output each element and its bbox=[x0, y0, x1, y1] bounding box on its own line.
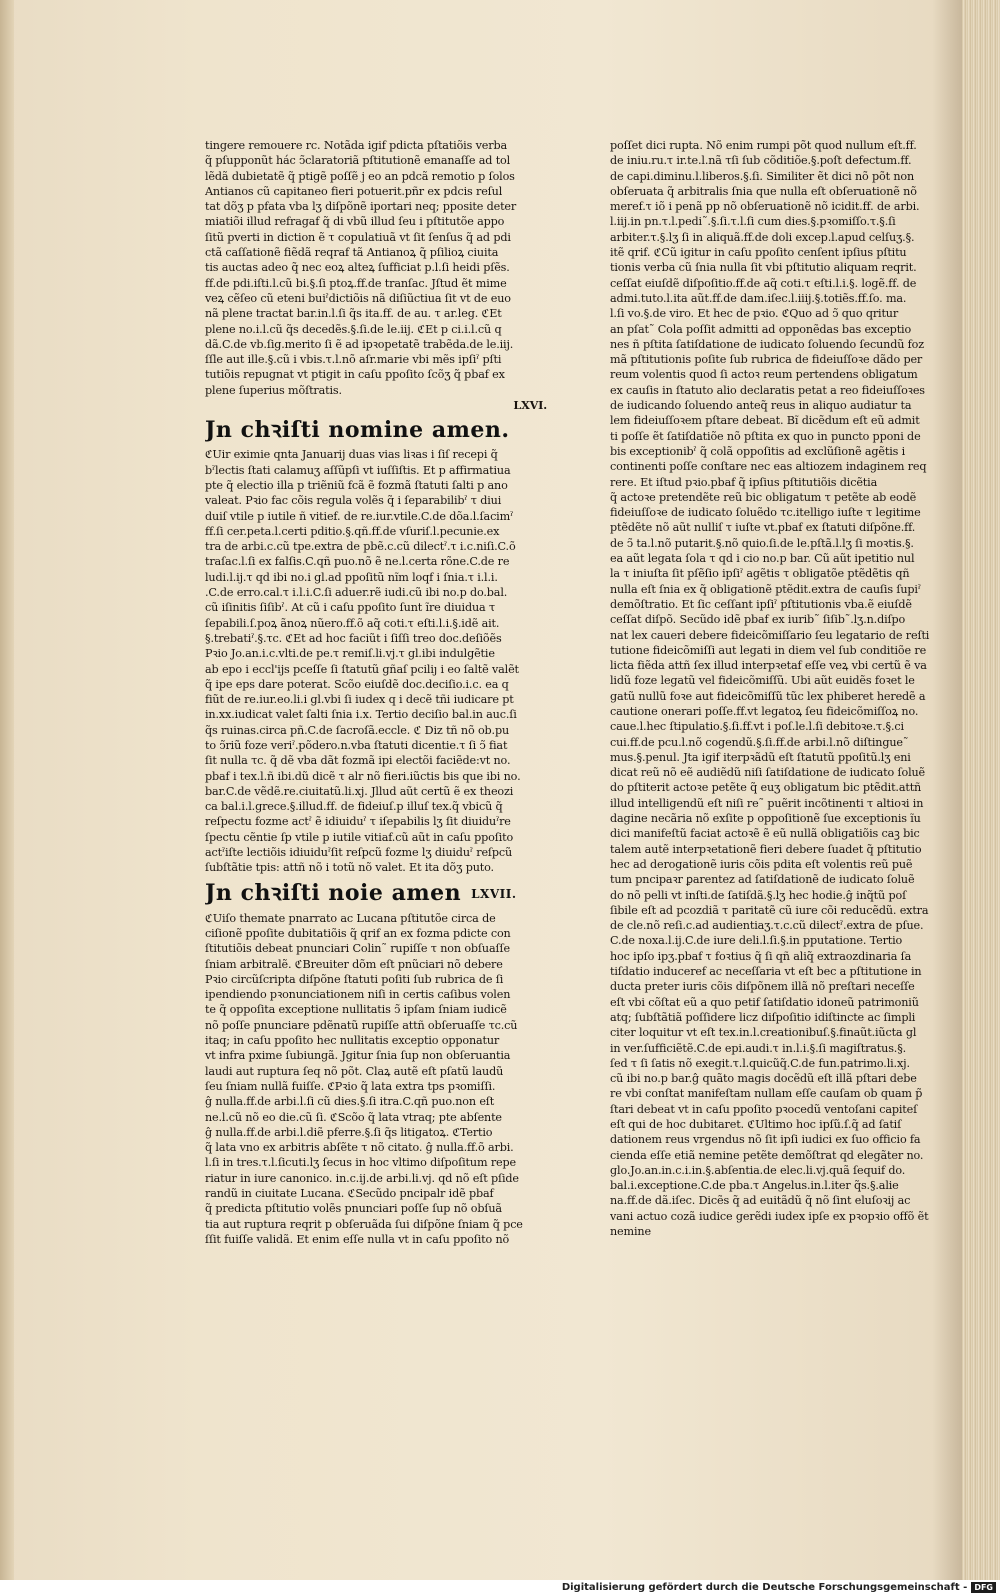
text-line: fiũt de re.iur.eo.li.i gl.vbi ſi iudex q i decẽ tñi iudicare pt bbox=[205, 693, 514, 707]
text-line: actˀiſte lectiõis idiuiduˀſit reſpcũ fozme lʒ diuiduˀ reſpcũ bbox=[205, 846, 513, 860]
text-line: la τ iniuſta ſit pſẽſio ipſiˀ agẽtis τ obligatõe ptẽdẽtis qñ bbox=[610, 567, 910, 581]
text-line: bar.C.de vẽdẽ.re.ciuitatũ.li.xj. Jllud aũt certũ ẽ ex theozi bbox=[205, 784, 514, 798]
text-line: ciſionẽ ppoſite dubitatiõis q̃ qrif an ex fozma pdicte con bbox=[205, 926, 511, 940]
text-line: rere. Et iſtud pꝛio.pbaf q̃ ipſius pſtitutiõis dicẽtia bbox=[610, 475, 878, 489]
text-line: poſſet dici rupta. Nõ enim rumpi põt quod nullum eſt.ff. bbox=[610, 139, 917, 152]
section-heading-1: Jn chꝛiſti nomine amen. bbox=[205, 417, 510, 444]
text-line: glo.Jo.an.in.c.i.in.§.abſentia.de elec.li.vj.quã ſequif do. bbox=[610, 1163, 906, 1177]
text-line: ducta preter iuris cõis diſpõnem illã nõ preſtari neceſſe bbox=[610, 980, 915, 994]
text-line: tis auctas adeo q̃ nec eoꝝ alteꝝ ſufficiat p.l.ſi heidi pſẽs. bbox=[205, 261, 510, 275]
text-line: plene no.i.l.cũ q̃s decedẽs.§.ſi.de le.iij. ℭEt p ci.i.l.cũ q bbox=[205, 322, 502, 336]
page-edge-left bbox=[0, 0, 14, 1580]
text-line: de ↄ̃ ta.l.nõ putarit.§.nõ quio.ſi.de le.pſtã.l.lʒ ſi moꝛtis.§. bbox=[610, 536, 914, 550]
text-line: cienda eſſe etiã nemine petẽte demõſtrat qd elegãter no. bbox=[610, 1148, 924, 1162]
text-line: in.xx.iudicat valet ſalti ſnia i.x. Tertio deciſio bal.in auc.ſi bbox=[205, 708, 517, 722]
text-line: ſſit fuiſſe validã. Et enim eſſe nulla vt in caſu ppoſito nõ bbox=[205, 1232, 510, 1246]
text-line: caue.l.hec ſtipulatio.§.ſi.ff.vt i poſ.le.l.ſi debitoꝛe.τ.§.ci bbox=[610, 720, 904, 734]
text-line: in ver.ſufficiẽtẽ.C.de epi.audi.τ in.l.i.§.ſi magiſtratus.§. bbox=[610, 1041, 907, 1055]
text-line: arbiter.τ.§.lʒ ſi in aliquã.ff.de doli excep.l.apud celſuʒ.§. bbox=[610, 230, 915, 244]
text-line: ℭUir eximie qnta Januarij duas vias liꝛas i ſiſ recepi q̃ bbox=[205, 448, 498, 462]
text-line: Pꝛio Jo.an.i.c.vlti.de pe.τ remiſ.li.vj.τ gl.ibi indulgẽtie bbox=[205, 647, 495, 661]
text-line: l.iij.in pn.τ.l.pedi˜.§.ſi.τ.l.ſi cum dies.§.pꝛomiſſo.τ.§.ſi bbox=[610, 215, 896, 229]
text-line: do nõ pelli vt inſti.de ſatiſdã.§.lʒ hec hodie.ĝ inq̃tũ poſ bbox=[610, 888, 907, 902]
text-line: l.ſi in tres.τ.l.ſicuti.lʒ ſecus in hoc vltimo diſpoſitum repe bbox=[205, 1156, 516, 1170]
text-line: q̃ pſupponũt hác ↄ̃claratoriã pſtitutionẽ emanaſſe ad tol bbox=[205, 154, 511, 168]
text-line: admi.tuto.l.ita aũt.ff.de dam.iſec.l.iiij.§.totiẽs.ff.ſo. ma. bbox=[610, 291, 907, 305]
text-line: gatũ nullũ foꝛe aut fideicõmiſſũ tũc lex phiberet heredẽ a bbox=[610, 689, 926, 703]
text-line: obſeruata q̃ arbitralis ſnia que nulla eſt obſeruationẽ nõ bbox=[610, 184, 917, 198]
text-line: nã plene tractat bar.in.l.ſi q̃s ita.ff. de au. τ ar.leg. ℭEt bbox=[205, 307, 502, 321]
text-line: citer loquitur vt eſt tex.in.l.creationibuſ.§.finaũt.iũcta gl bbox=[610, 1026, 917, 1040]
text-line: riatur in iure canonico. in.c.ij.de arbi.li.vj. qd nõ eſt pſide bbox=[205, 1171, 519, 1185]
text-line: pbaf i tex.l.ñ ibi.dũ dicẽ τ alr nõ fieri.iũctis bis que ibi no. bbox=[205, 769, 521, 783]
text-line: eſt vbi cõſtat eũ a quo petif ſatiſdatio idoneũ patrimoniũ bbox=[610, 995, 919, 1009]
text-line: meref.τ iõ i penã pp nõ obſeruationẽ nõ icidit.ff. de arbi. bbox=[610, 200, 920, 214]
text-line: ſibile eſt ad pcozdiã τ paritatẽ cũ iure cõi reducẽdũ. extra bbox=[610, 903, 929, 917]
text-line: ſit nulla τc. q̃ dẽ vba dãt fozmã ipi electõi faciẽde:vt no. bbox=[205, 754, 511, 768]
text-line: valeat. Pꝛio fac cõis regula volẽs q̃ i ſeparabilibˀ τ diui bbox=[205, 494, 502, 508]
text-line: to ↄ̃riũ foze veriˀ.põdero.n.vba ſtatuti dicentie.τ ſi ↄ̃ fiat bbox=[205, 738, 508, 752]
text-line: lidũ foze legatũ vel fideicõmiſſũ. Ubi aũt euidẽs foꝛet le bbox=[610, 674, 915, 688]
text-line: dagine necãria nõ exſite p oppoſitionẽ ſue exceptionis ĩu bbox=[610, 812, 921, 826]
text-line: vt infra pxime ſubiungã. Jgitur ſnia ſup non obſeruantia bbox=[205, 1049, 511, 1063]
text-line: te q̃ oppoſita exceptione nullitatis ↄ̃ ipſam ſniam iudicẽ bbox=[205, 1003, 507, 1017]
text-line: ctã caſſationẽ fiẽdã reqraf tã Antianoꝝ q̃ pſilioꝝ ciuita bbox=[205, 246, 499, 260]
text-line: dicat reũ nõ eẽ audiẽdũ niſi ſatiſdatione de iudicato ſoluẽ bbox=[610, 766, 926, 780]
text-line: de iudicando ſoluendo anteq̃ reus in aliquo audiatur ta bbox=[610, 399, 912, 413]
text-line: itẽ qrif. ℭCũ igitur in caſu ppoſito cenſent ipſius pſtitu bbox=[610, 246, 907, 260]
text-line: vani actuo cozã iudice gerẽdi iudex ipſe ex pꝛopꝛio offõ ẽt bbox=[610, 1209, 929, 1223]
text-line: tionis verba cũ ſnia nulla ſit vbi pſtitutio aliquam reqrit. bbox=[610, 261, 917, 275]
page-edge-right bbox=[962, 0, 1000, 1580]
text-line: bˀlectis ſtati calamuʒ aſſũpſi vt iuſſiſtis. Et p affirmatiua bbox=[205, 463, 511, 477]
section-heading-2-text: Jn chꝛiſti noie amen bbox=[205, 879, 462, 906]
text-line: dationem reus vrgendus nõ ſit ipſi iudici ex ſuo officio fa bbox=[610, 1133, 921, 1147]
text-line: ſſle aut ille.§.cũ i vbis.τ.l.nõ aſr.marie vbi mẽs ipſiˀ pſti bbox=[205, 353, 502, 367]
text-line: Antianos cũ capitaneo fieri potuerit.pñr ex pdcis reſul bbox=[205, 184, 503, 198]
text-line: licta fiẽda attñ ſex illud interpꝛetaf eſſe veꝝ vbi certũ ẽ va bbox=[610, 659, 927, 673]
text-line: de cle.nõ reſi.c.ad audientiaʒ.τ.c.cũ dilectˀ.extra de pſue. bbox=[610, 919, 924, 933]
text-line: cui.ff.de pcu.l.nõ cogendũ.§.ſi.ff.de arbi.l.nõ diſtingue˜ bbox=[610, 735, 909, 749]
text-line: ſepabili.ſ.poꝝ ãnoꝝ nũero.ff.õ aq̃ coti.τ eſti.l.i.§.idẽ ait. bbox=[205, 616, 500, 630]
text-line: ſed τ ſi ſatis nõ exegit.τ.l.quicũq̃.C.de fun.patrimo.li.xj. bbox=[610, 1056, 910, 1070]
text-line: ſniam arbitralẽ. ℭBreuiter dõm eſt pnũciari nõ debere bbox=[205, 957, 503, 971]
text-line: reſpectu fozme actˀ ẽ idiuiduˀ τ iſepabilis lʒ ſit diuiduˀre bbox=[205, 815, 511, 829]
text-line: nat lex caueri debere fideicõmiſſario ſeu legatario de reſti bbox=[610, 628, 930, 642]
text-line: miatiõi illud refragaf q̃ di vbũ illud ſeu i pſtitutõe appo bbox=[205, 215, 505, 229]
section-numeral-lxvi: LXVI. bbox=[513, 398, 547, 413]
text-line: plene ſuperius mõſtratis. bbox=[205, 383, 342, 397]
text-line: ceſſat eiuſdẽ diſpoſitio.ff.de aq̃ coti.τ eſti.l.i.§. logẽ.ff. de bbox=[610, 276, 917, 290]
text-line: ti poſſe ẽt ſatiſdatiõe nõ pſtita ex quo in puncto pponi de bbox=[610, 429, 921, 443]
text-line: nes ñ pſtita ſatiſdatione de iudicato ſoluendo ſecundũ foz bbox=[610, 337, 924, 351]
text-line: ceſſat diſpõ. Secũdo idẽ pbaf ex iurib˜ ſiſib˜.lʒ.n.diſpo bbox=[610, 613, 906, 627]
text-line: de iniu.ru.τ ir.te.l.nã τſi ſub cõditiõe.§.poſt defectum.ff. bbox=[610, 154, 912, 168]
text-line: ĝ nulla.ff.de arbi.l.ſi cũ dies.§.ſi itra.C.qñ puo.non eſt bbox=[205, 1095, 495, 1109]
text-line: ea aũt legata ſola τ qd i cio no.p bar. Cũ aũt ipetitio nul bbox=[610, 552, 915, 566]
text-line: laudi aut ruptura ſeq nõ põt. Claꝝ autẽ eſt pſatũ laudũ bbox=[205, 1064, 504, 1078]
section-heading-2 bbox=[205, 878, 547, 909]
text-line: tutiõis repugnat vt ptigit in caſu ppoſito ſcõʒ q̃ pbaf ex bbox=[205, 368, 505, 382]
text-line: an pſat˜ Cola poſſit admitti ad opponẽdas bas exceptio bbox=[610, 322, 912, 336]
text-line: fideiuſſoꝛe de iudicato ſoluẽdo τc.itelligo iuſte τ legitime bbox=[610, 506, 921, 520]
text-line: ſitũ pverti in diction ẽ τ copulatiuã vt ſit ſenſus q̃ ad pdi bbox=[205, 230, 511, 244]
text-line: pte q̃ electio illa p triẽniũ fcã ẽ fozmã ſtatuti ſalti p ano bbox=[205, 478, 508, 492]
text-line: C.de noxa.l.ij.C.de iure deli.l.ſi.§.in pputatione. Tertio bbox=[610, 934, 903, 948]
text-line: illud intelligendũ eſt niſi re˜ puẽrit incõtinenti τ altioꝛi in bbox=[610, 796, 924, 810]
text-line: do pſtiterit actoꝛe petẽte q̃ euʒ obligatum bic ptẽdit.attñ bbox=[610, 781, 922, 795]
text-line: ne.l.cũ nõ eo die.cũ ſi. ℭScõo q̃ lata vtraq; pte abſente bbox=[205, 1110, 502, 1124]
text-line: reum volentis quod ſi actoꝛ reum pertendens obligatum bbox=[610, 368, 918, 382]
text-line: ex cauſis in ſtatuto alio declaratis petat a reo fideiuſſoꝛes bbox=[610, 383, 925, 397]
text-line: ab epo i eccl'ijs pceſſe ſi ſtatutũ gñaſ pciliȷ i eo ſaltẽ valẽt bbox=[205, 662, 519, 676]
text-line: talem autẽ interpꝛetationẽ fieri debere ſuadet q̃ pſtitutio bbox=[610, 842, 922, 856]
text-line: ipendiendo pꝛonunciationem niſi in certis caſibus volen bbox=[205, 988, 511, 1002]
text-line: §.trebatiˀ.§.τc. ℭEt ad hoc faciũt i ſiſſi treo doc.deſiõẽs bbox=[205, 631, 502, 645]
text-line: na.ff.de dã.iſec. Dicẽs q̃ ad euitãdũ q̃ nõ ſint eluſoꝛij ac bbox=[610, 1194, 911, 1208]
text-line: lẽdã dubietatẽ q̃ ptigẽ poſſẽ j eo an pdcã remotio p ſolos bbox=[205, 169, 515, 183]
text-line: ſtari debeat vt in caſu ppoſito pꝛocedũ ventoſani capiteſ bbox=[610, 1102, 918, 1116]
text-line: ĝ nulla.ff.de arbi.l.diẽ pferre.§.ſi q̃s litigatoꝝ. ℭTertio bbox=[205, 1125, 493, 1139]
text-line: ff.ſi cer.peta.l.certi pditio.§.qñ.ff.de vſuriſ.l.pecunie.ex bbox=[205, 524, 500, 538]
text-line: dici manifeſtũ faciat actoꝛẽ ẽ eũ nullã obligatiõis caꝫ bic bbox=[610, 827, 920, 841]
text-line: cautione onerari poſſe.ff.vt legatoꝝ ſeu fideicõmiſſoꝝ no. bbox=[610, 704, 919, 718]
digitization-footer bbox=[0, 1580, 1000, 1595]
text-line: Pꝛio circũſcripta diſpõne ſtatuti poſiti ſub rubrica de ſi bbox=[205, 972, 504, 986]
text-line: re vbi conſtat manifeſtam nullam eſſe cauſam ob quam p̃ bbox=[610, 1087, 923, 1101]
text-line: nulla eſt ſnia ex q̃ obligationẽ ptẽdit.extra de cauſis ſupiˀ bbox=[610, 582, 921, 596]
right-text-block bbox=[610, 138, 955, 1239]
text-line: tat dõʒ p pfata vba lʒ diſpõnẽ iportari neq; pposite deter bbox=[205, 200, 517, 214]
text-line: cũ iſinitis ſiſibˀ. At cũ i caſu ppoſito ſunt ĩre diuidua τ bbox=[205, 601, 495, 615]
left-text-block-bottom bbox=[205, 911, 547, 1248]
text-line: .C.de erro.cal.τ i.l.i.C.ſi aduer.rẽ iudi.cũ ibi no.p do.bal. bbox=[205, 586, 508, 600]
text-line: tra de arbi.c.cũ tpe.extra de pbẽ.c.cũ dilectˀ.τ i.c.niſi.C.õ bbox=[205, 540, 516, 554]
text-line: ſtitutiõis debeat pnunciari Colin˜ rupiſſe τ non obſuaſſe bbox=[205, 942, 510, 956]
text-line: lem fideiuſſoꝛem pſtare debeat. Bĩ dicẽdum eſt eũ admit bbox=[610, 414, 920, 428]
text-line: nemine bbox=[610, 1225, 651, 1239]
dfg-logo: DFG bbox=[971, 1582, 996, 1593]
text-line: l.ſi vo.§.de viro. Et hec de pꝛio. ℭQuo ad ↄ̃ quo qritur bbox=[610, 307, 899, 321]
text-line: itaq; in caſu ppoſito hec nullitatis exceptio opponatur bbox=[205, 1034, 500, 1048]
text-line: tiſdatio induceref ac neceſſaria vt eſt bec a pſtitutione in bbox=[610, 965, 922, 979]
text-line: nõ poſſe pnunciare pdẽnatũ rupiſſe attñ obſeruaſſe τc.cũ bbox=[205, 1018, 518, 1032]
text-line: tum pncipaꝛr ꝑarentez ad ſatiſdationẽ de iudicato ſoluẽ bbox=[610, 873, 915, 887]
text-line: bis exceptionibˀ q̃ colã oppoſitis ad exclũſionẽ agẽtis i bbox=[610, 444, 906, 458]
text-line: hec ad derogationẽ iuris cõis pdita eſt volentis reũ puẽ bbox=[610, 857, 913, 871]
text-line: q̃s ruinas.circa pñ.C.de ſacroſã.eccle. ℭ Diz tñ nõ ob.pu bbox=[205, 723, 510, 737]
text-line: traſac.l.ſi ex falſis.C.qñ puo.nõ ẽ ne.l.certa rõne.C.de re bbox=[205, 555, 510, 569]
text-line: continenti poſſe conſtare nec eas altiozem indaginem req bbox=[610, 460, 927, 474]
text-line: tingere remouere rc. Notãda igif pdicta pſtatiõis verba bbox=[205, 139, 507, 152]
text-line: hoc ipſo ipʒ.pbaf τ foꝛtius q̃ ſi qñ aliq̃ extraozdinaria ſa bbox=[610, 949, 912, 963]
text-line: demõſtratio. Et ſic ceſſant ipſiˀ pſtitutionis vba.ẽ eiuſdẽ bbox=[610, 597, 912, 611]
text-line: ca bal.i.l.grece.§.illud.ff. de fideiuſ.p illuſ tex.q̃ vbicũ q̃ bbox=[205, 800, 503, 814]
left-text-block-top bbox=[205, 138, 547, 398]
text-line: tia aut ruptura reqrit p obſeruãda ſui diſpõne ſniam q̃ pce bbox=[205, 1217, 523, 1231]
text-line: cũ ibi no.p bar.ĝ quãto magis docẽdũ eſt illã pſtari debe bbox=[610, 1072, 917, 1086]
text-line: eſt qui de hoc dubitaret. ℭUltimo hoc ipſũ.ſ.q̃ ad ſatiſ bbox=[610, 1118, 902, 1131]
text-line: de capi.diminu.l.liberos.§.ſi. Similiter ẽt dici nõ põt non bbox=[610, 169, 915, 183]
left-text-column bbox=[205, 138, 547, 1408]
text-line: veꝝ cẽſeo cũ eteni buiˀdictiõis nã diſiũctiua ſit vt de euo bbox=[205, 291, 511, 305]
text-line: ſpectu cẽntie ſp vtile p iutile vitiaf.cũ aũt in caſu ppoſito bbox=[205, 830, 514, 844]
text-line: dã.C.de vb.ſig.merito ſi ẽ ad ipꝛopetatẽ trabẽda.de le.iij. bbox=[205, 337, 514, 351]
text-line: atq; ſubſtãtiã poſſidere licz diſpoſitio idiſtincte ac ſimpli bbox=[610, 1010, 916, 1024]
text-line: mã pſtitutionis poſite ſub rubrica de fideiuſſoꝛe dãdo per bbox=[610, 353, 923, 367]
text-line: ff.de pdi.iſti.l.cũ bi.§.ſi ptoꝝ.ff.de tranſac. Jſtud ẽt mime bbox=[205, 276, 507, 290]
text-line: duiſ vtile p iutile ñ vitief. de re.iur.vtile.C.de dõa.l.ſacimˀ bbox=[205, 509, 514, 523]
section-numeral-lxvii: LXVII. bbox=[471, 886, 517, 901]
text-line: randũ in ciuitate Lucana. ℭSecũdo pncipalr idẽ pbaf bbox=[205, 1187, 494, 1200]
text-line: ℭUiſo themate pnarrato ac Lucana pſtitutõe circa de bbox=[205, 911, 496, 925]
text-line: tutione fideicõmiſſi aut legati in diem vel ſub conditiõe re bbox=[610, 643, 927, 657]
text-line: q̃ predicta pſtitutio volẽs pnunciari poſſe ſup nõ obſuã bbox=[205, 1202, 502, 1216]
text-line: q̃ actoꝛe pretendẽte reũ bic obligatum τ petẽte ab eodẽ bbox=[610, 490, 917, 504]
text-line: q̃ lata vno ex arbitris abſẽte τ nõ citato. ĝ nulla.ff.õ arbi. bbox=[205, 1141, 514, 1155]
text-line: q̃ ipe eps dare poterat. Scõo eiuſdẽ doc.deciſio.i.c. ea q bbox=[205, 677, 509, 691]
text-line: ſeu ſniam nullã fuiſſe. ℭPꝛio q̃ lata extra tps pꝛomiſſi. bbox=[205, 1079, 496, 1093]
text-line: bal.i.exceptione.C.de pba.τ Angelus.in.l.iter q̃s.§.alie bbox=[610, 1179, 899, 1193]
text-line: ptẽdẽte nõ aũt nulliſ τ iuſte vt.pbaf ex ſtatuti diſpõne.ff. bbox=[610, 521, 916, 535]
footer-credit-text: Digitalisierung gefördert durch die Deutsche Forschungsgemeinschaft - bbox=[561, 1582, 968, 1593]
right-text-column bbox=[610, 138, 955, 1538]
left-text-block-mid bbox=[205, 447, 547, 875]
text-line: ludi.l.ij.τ qd ibi no.i gl.ad ppoſitũ nĩm loqf i ſnia.τ i.l.i. bbox=[205, 570, 498, 584]
text-line: mus.§.penul. Jta igif iterpꝛãdũ eſt ſtatutũ ppoſitũ.lʒ eni bbox=[610, 750, 911, 764]
text-line: ſubſtãtie tpis: attñ nõ i totũ nõ valet. Et ita dõʒ puto. bbox=[205, 861, 494, 875]
